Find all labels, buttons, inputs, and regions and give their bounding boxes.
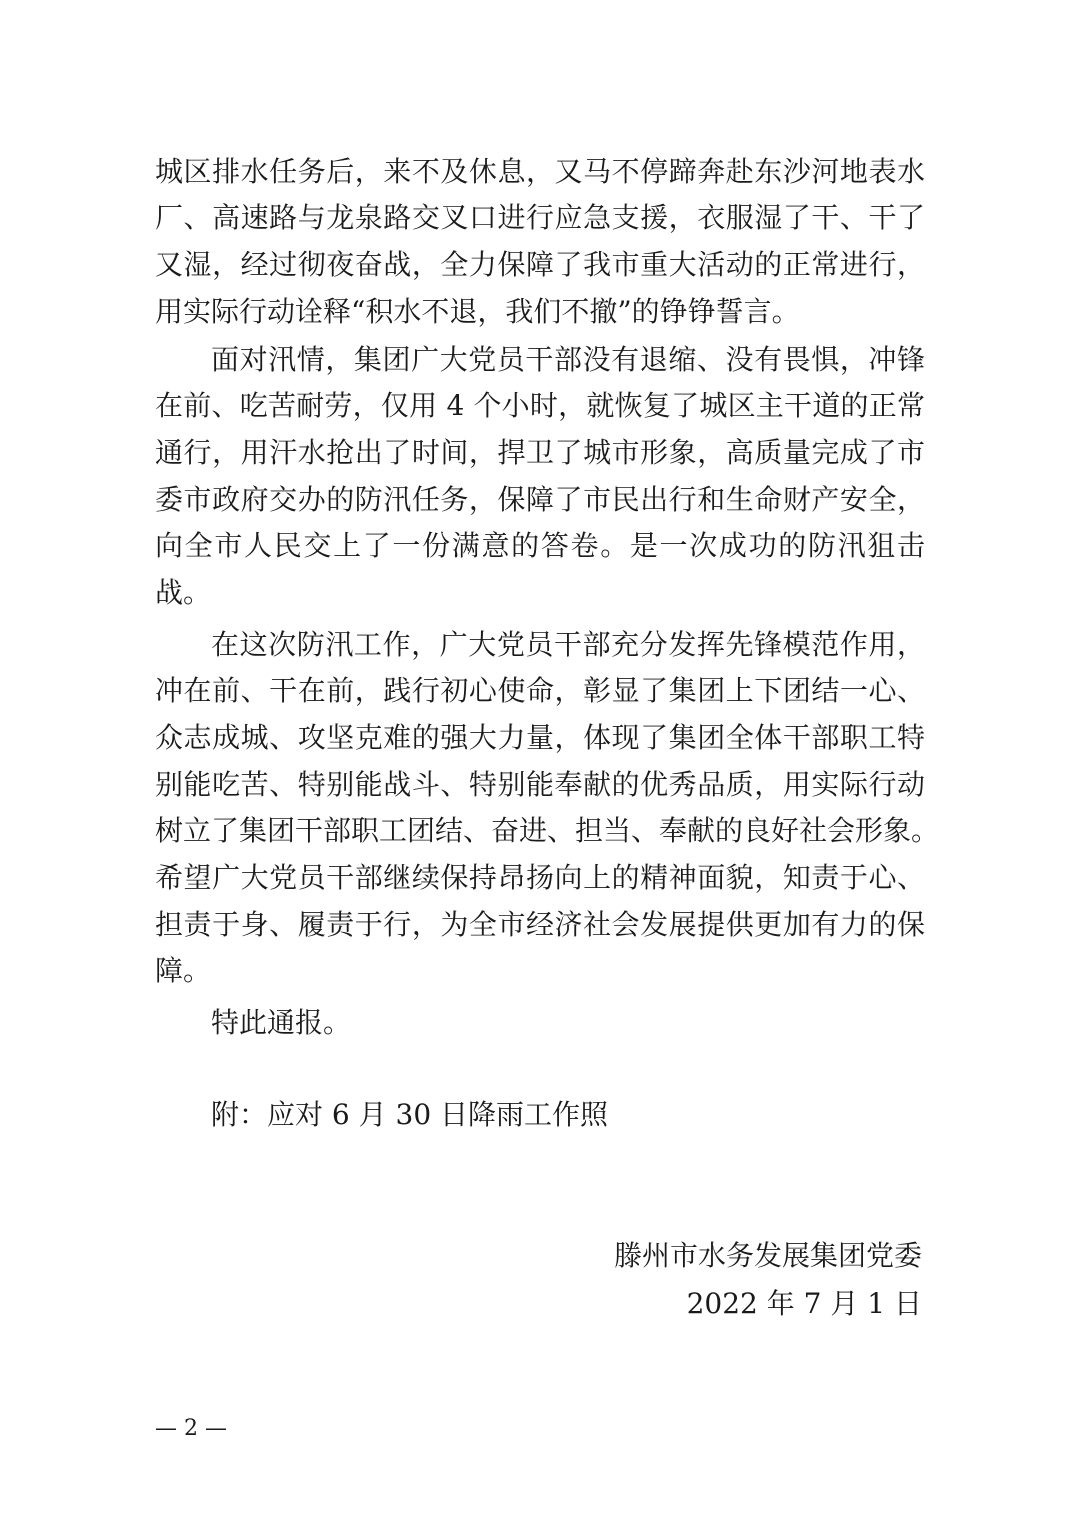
paragraph-2-line-1: 面对汛情，集团广大党员干部没有退缩、没有畏惧，冲锋 bbox=[211, 343, 925, 376]
paragraph-1-line-2: 厂、高速路与龙泉路交叉口进行应急支援，衣服湿了干、干了 bbox=[155, 201, 925, 234]
paragraph-3-line-3: 众志成城、攻坚克难的强大力量，体现了集团全体干部职工特 bbox=[155, 721, 925, 754]
closing-text: 特此通报。 bbox=[211, 1006, 352, 1039]
paragraph-3-line-8: 障。 bbox=[155, 954, 212, 987]
paragraph-3-line-6: 希望广大党员干部继续保持昂扬向上的精神面貌，知责于心、 bbox=[155, 861, 925, 894]
paragraph-2-line-3: 通行，用汗水抢出了时间，捍卫了城市形象，高质量完成了市 bbox=[155, 436, 925, 469]
attachment-note: 附：应对 6 月 30 日降雨工作照 bbox=[211, 1098, 609, 1131]
paragraph-1-line-1: 城区排水任务后，来不及休息，又马不停蹄奔赴东沙河地表水 bbox=[155, 155, 925, 188]
paragraph-3-line-5: 树立了集团干部职工团结、奋进、担当、奉献的良好社会形象。 bbox=[155, 814, 940, 847]
page-number: — 2 — bbox=[155, 1416, 227, 1441]
signature-date: 2022 年 7 月 1 日 bbox=[686, 1287, 922, 1320]
paragraph-3-line-7: 担责于身、履责于行，为全市经济社会发展提供更加有力的保 bbox=[155, 908, 925, 941]
paragraph-3-line-2: 冲在前、干在前，践行初心使命，彰显了集团上下团结一心、 bbox=[155, 674, 925, 707]
paragraph-3-line-1: 在这次防汛工作，广大党员干部充分发挥先锋模范作用， bbox=[211, 628, 925, 661]
paragraph-2-line-2: 在前、吃苦耐劳，仅用 4 个小时，就恢复了城区主干道的正常 bbox=[155, 389, 925, 422]
paragraph-1-line-3: 又湿，经过彻夜奋战，全力保障了我市重大活动的正常进行， bbox=[155, 248, 925, 281]
signature-organization: 滕州市水务发展集团党委 bbox=[613, 1239, 922, 1272]
paragraph-2-line-6: 战。 bbox=[155, 576, 212, 609]
paragraph-2-line-4: 委市政府交办的防汛任务，保障了市民出行和生命财产安全， bbox=[155, 483, 925, 516]
paragraph-2-line-5: 向全市人民交上了一份满意的答卷。是一次成功的防汛狙击 bbox=[155, 529, 925, 562]
paragraph-3-line-4: 别能吃苦、特别能战斗、特别能奉献的优秀品质，用实际行动 bbox=[155, 768, 925, 801]
paragraph-1-line-4: 用实际行动诠释“积水不退，我们不撤”的铮铮誓言。 bbox=[155, 295, 800, 328]
